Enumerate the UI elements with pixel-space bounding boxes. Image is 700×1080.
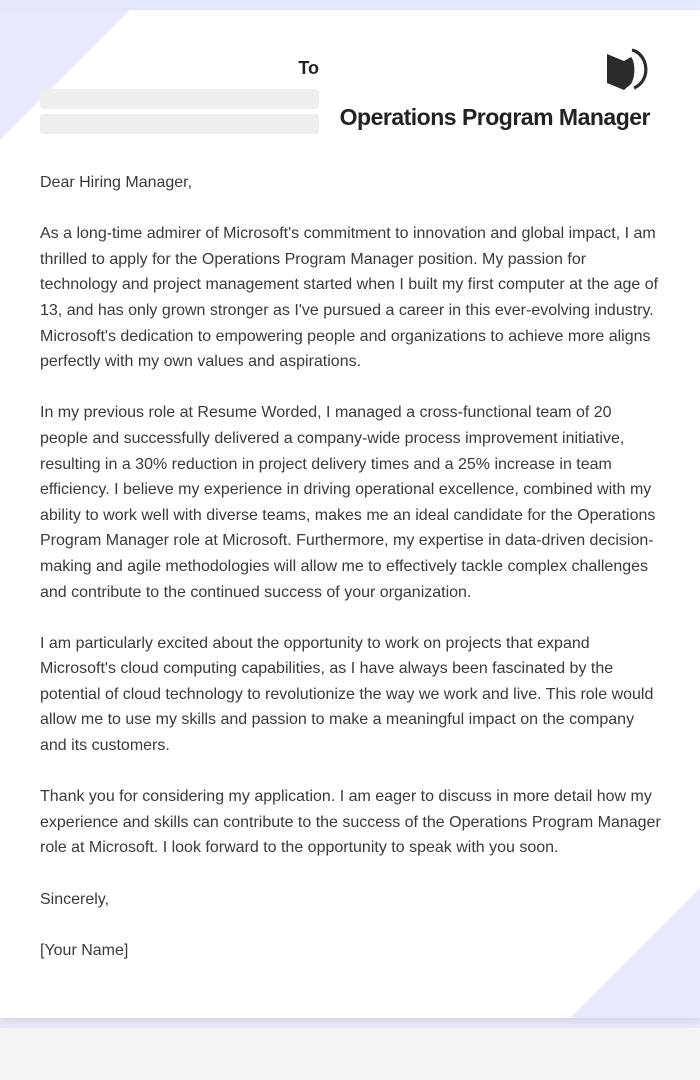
paragraph-1: As a long-time admirer of Microsoft's commitment to innovation and global impact, I am thrilled to apply for the Operations Program Manager position. My passion for technology and project management started when I built my first computer at the age of 13, and has only grown stronger as I've pursued a career in this ever-evolving industry. Microsoft's dedication to empowering people and organizations to achieve more aligns perfectly with my own values and aspirations. bbox=[40, 225, 659, 371]
closing: Sincerely, bbox=[40, 890, 110, 908]
recipient-address-line-1 bbox=[40, 89, 319, 109]
letter-sheet bbox=[0, 10, 700, 1018]
paragraph-4: Thank you for considering my application. I am eager to discuss in more detail how my experience and skills can contribute to the success of the Operations Program Manager role at Microsoft. I look forward to the opportunity to speak with you soon. bbox=[40, 788, 661, 857]
salutation: Dear Hiring Manager, bbox=[40, 174, 193, 191]
job-title: Operations Program Manager bbox=[339, 104, 650, 130]
recipient-address-line-2 bbox=[40, 114, 319, 134]
paragraph-3: I am particularly excited about the opportunity to work on projects that expand Microsoft's cloud computing capabilities, as I have always been fascinated by the potential of cloud technology to revolutionize the way we work and live. This role would allow me to use my skills and passion to make a meaningful impact on the company and its customers. bbox=[40, 634, 654, 755]
signature: [Your Name] bbox=[40, 941, 129, 959]
document-logo-icon bbox=[604, 46, 652, 92]
letter-body bbox=[40, 170, 662, 989]
to-label: To bbox=[298, 58, 319, 78]
paragraph-2: In my previous role at Resume Worded, I managed a cross-functional team of 20 people and successfully delivered a company-wide process improvement initiative, resulting in a 30% reduction in project delivery times and a 25% increase in team efficiency. I believe my experience in driving operational excellence, combined with my ability to work well with diverse teams, makes me an ideal candidate for the Operations Program Manager role at Microsoft. Furthermore, my expertise in data-driven decision-making and agile methodologies will allow me to effectively tackle complex challenges and contribute to the continued success of your organization. bbox=[40, 404, 656, 601]
